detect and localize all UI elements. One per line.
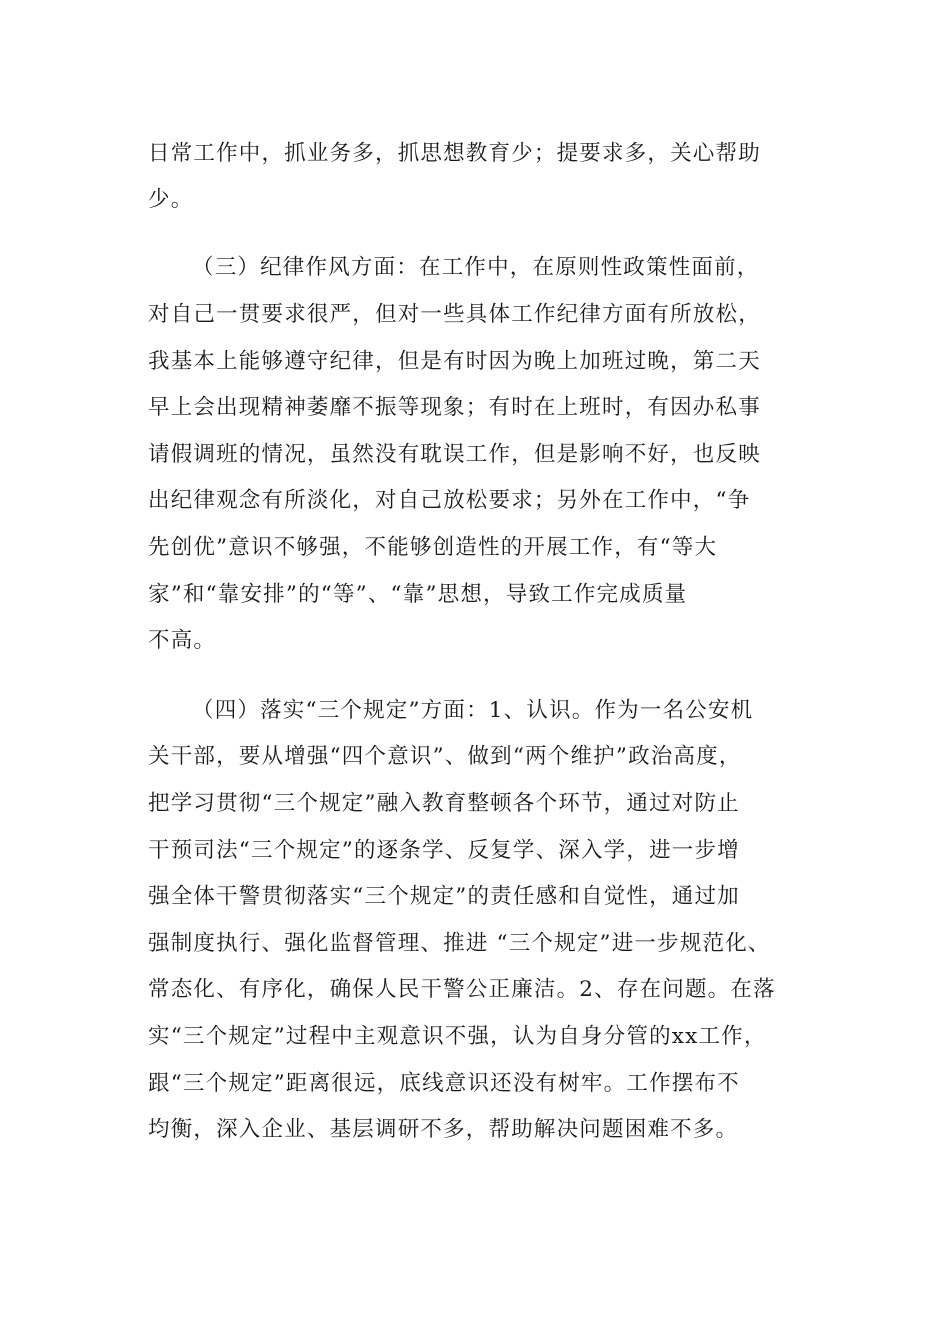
paragraph-line: 日常工作中，抓业务多，抓思想教育少；提要求多，关心帮助: [148, 141, 761, 166]
paragraph-line: 出纪律观念有所淡化，对自己放松要求；另外在工作中，“争: [148, 488, 751, 513]
paragraph-line: 不高。: [148, 628, 217, 653]
paragraph-line: 早上会出现精神萎靡不振等现象；有时在上班时，有因办私事: [148, 395, 761, 420]
paragraph-line: 对自己一贯要求很严，但对一些具体工作纪律方面有所放松，: [148, 302, 761, 327]
paragraph-line: 先创优”意识不够强，不能够创造性的开展工作，有“等大: [148, 535, 718, 560]
paragraph-line: 实“三个规定”过程中主观意识不强，认为自身分管的xx工作，: [148, 1024, 767, 1049]
section-4-heading-line: （四）落实“三个规定”方面：1、认识。作为一名公安机: [192, 698, 754, 723]
paragraph-line: 家”和“靠安排”的“等”、“靠”思想，导致工作完成质量: [148, 582, 688, 607]
paragraph-line: 跟“三个规定”距离很远，底线意识还没有树牢。工作摆布不: [148, 1071, 740, 1096]
paragraph-line: 把学习贯彻“三个规定”融入教育整顿各个环节，通过对防止: [148, 791, 740, 816]
paragraph-line: 我基本上能够遵守纪律，但是有时因为晚上加班过晚，第二天: [148, 349, 761, 374]
paragraph-line: 强全体干警贯彻落实“三个规定”的责任感和自觉性，通过加: [148, 884, 740, 909]
section-3-heading-line: （三）纪律作风方面：在工作中，在原则性政策性面前，: [192, 255, 760, 280]
paragraph-line: 请假调班的情况，虽然没有耽误工作，但是影响不好，也反映: [148, 442, 761, 467]
paragraph-line: 干预司法“三个规定”的逐条学、反复学、深入学，进一步增: [148, 838, 740, 863]
paragraph-line: 关干部，要从增强“四个意识”、做到“两个维护”政治高度，: [148, 744, 742, 769]
paragraph-line: 常态化、有序化，确保人民干警公正廉洁。2、存在问题。在落: [148, 977, 776, 1002]
paragraph-line: 强制度执行、强化监督管理、推进 “三个规定”进一步规范化、: [148, 931, 771, 956]
paragraph-line: 少。: [148, 187, 194, 212]
paragraph-line: 均衡，深入企业、基层调研不多，帮助解决问题困难不多。: [148, 1117, 739, 1142]
